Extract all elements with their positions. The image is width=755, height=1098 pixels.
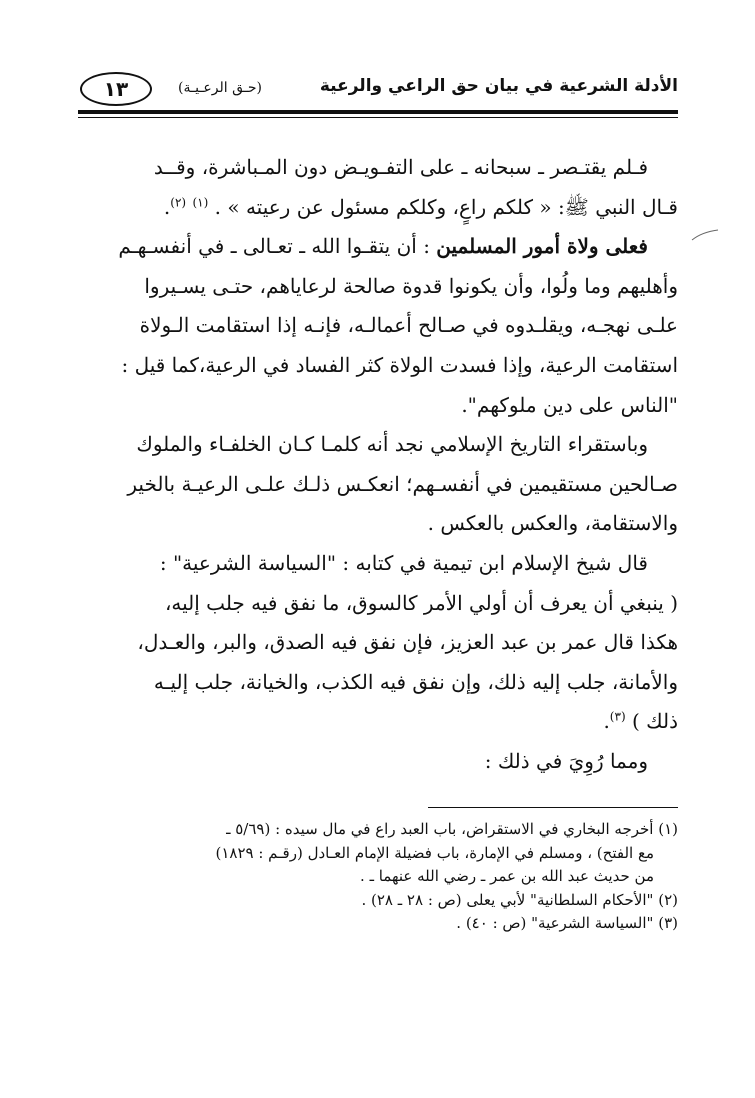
footnote-ref-2: (٢)	[170, 194, 187, 209]
footnote-1-cont: من حديث عبد الله بن عمر ـ رضي الله عنهما ـ .	[360, 867, 654, 885]
text-line: والاستقامة، والعكس بالعكس .	[427, 511, 678, 536]
text-line: صـالحين مستقيمين في أنفسـهم؛ انعكـس ذلـك علـى الرعيـة بالخير	[127, 471, 678, 496]
footnote-ref-3: (٣)	[609, 709, 626, 724]
text-line: قـال النبي ﷺ: « كلكم راعٍ، وكلكم مسئول عن رعيته » . $^{(١)}$ $^{(٢)}$.	[163, 194, 678, 219]
header-rule-thin	[78, 117, 678, 118]
text-line: ومما رُوِيَ في ذلك :	[484, 748, 648, 773]
text-line: استقامت الرعية، وإذا فسدت الولاة كثر الفساد في الرعية،كما قيل :	[121, 352, 678, 377]
text-line: قال شيخ الإسلام ابن تيمية في كتابه : "السياسة الشرعية" :	[159, 550, 648, 575]
text-line: والأمانة، جلب إليه ذلك، وإن نفق فيه الكذب، والخيانة، جلب إليـه	[153, 669, 678, 694]
footnote-ref-1: (١)	[192, 194, 209, 209]
footnote-separator	[428, 807, 678, 808]
running-title: الأدلة الشرعية في بيان حق الراعي والرعية	[319, 76, 678, 96]
footnote-1-cont: مع الفتح) ، ومسلم في الإمارة، باب فضيلة الإمام العـادل (رقـم : ١٨٢٩)	[215, 843, 654, 862]
page-header	[78, 70, 678, 110]
text-line	[78, 227, 678, 267]
text-line: فـلم يقتـصر ـ سبحانه ـ على التفـويـض دون المـباشرة، وقــد	[153, 155, 648, 179]
page-number: ١٣	[80, 72, 152, 106]
text-line: علـى نهجـه، ويقلـدوه في صـالح أعمالـه، فإنـه إذا استقامت الـولاة	[139, 313, 678, 338]
header-rule	[78, 110, 678, 114]
section-title: (حـق الرعـيـة)	[178, 80, 262, 96]
footnote-3: (٣) "السياسة الشرعية" (ص : ٤٠) .	[456, 914, 678, 932]
margin-pen-mark	[690, 228, 720, 242]
text-line: ذلك ) $^{(٣)}$.	[603, 709, 678, 734]
footnote-1: (١) أخرجه البخاري في الاستقراض، باب العبد راع في مال سيده : (٥/٦٩ ـ	[226, 820, 678, 838]
footnote-2: (٢) "الأحكام السلطانية" لأبي يعلى (ص : ٢٨ ـ ٢٨) .	[361, 890, 678, 909]
footnotes	[78, 818, 678, 936]
bold-phrase: فعلى ولاة أمور المسلمين	[436, 234, 648, 259]
text-line-content: قـال النبي ﷺ: « كلكم راعٍ، وكلكم مسئول عن رعيته » .	[214, 194, 678, 219]
text-line: ( ينبغي أن يعرف أن أولي الأمر كالسوق، ما نفق فيه جلب إليه،	[164, 590, 678, 615]
text-line: وباستقراء التاريخ الإسلامي نجد أنه كلمـا كـان الخلفـاء والملوك	[136, 432, 648, 457]
text-line-content: : أن يتقـوا الله ـ تعـالى ـ في أنفسـهـم	[118, 234, 437, 259]
text-line-content: ذلك )	[631, 709, 678, 734]
text-line: هكذا قال عمر بن عبد العزيز، فإن نفق فيه الصدق، والبر، والعـدل،	[137, 630, 678, 655]
text-line: "الناس على دين ملوكهم".	[461, 392, 678, 417]
text-line: وأهليهم وما ولُوا، وأن يكونوا قدوة صالحة لرعاياهم، حتـى يسـيروا	[144, 273, 678, 298]
main-text	[78, 148, 678, 782]
